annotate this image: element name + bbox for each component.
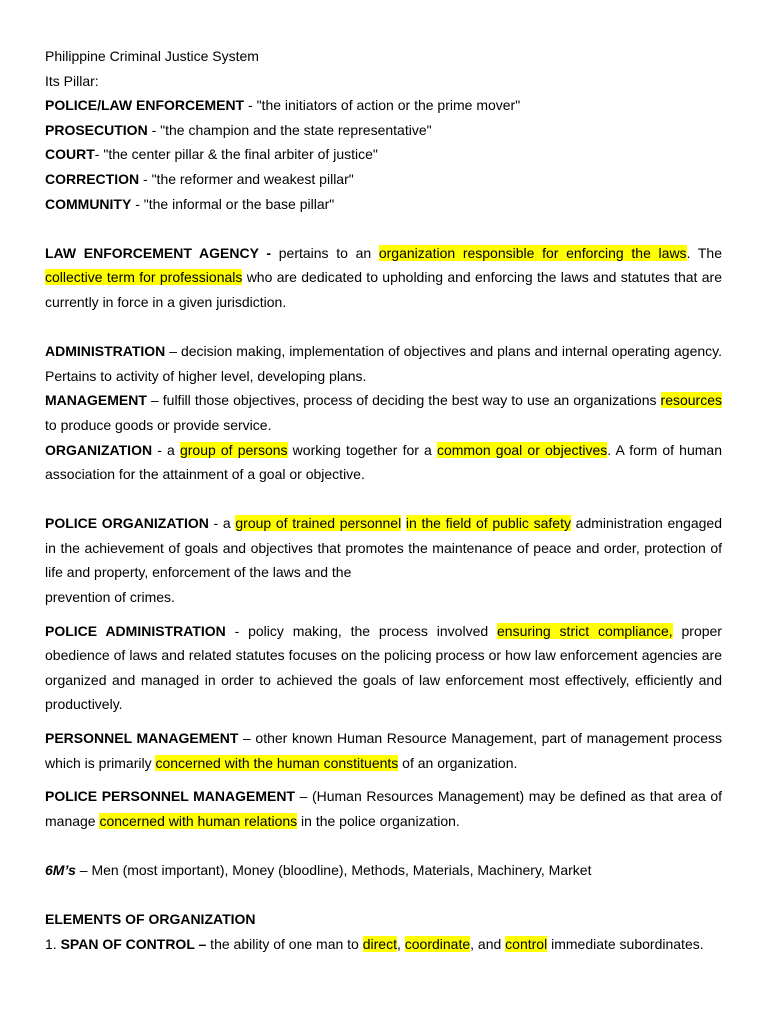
pillar-sep: - [244,97,257,114]
police-personnel-management-term: POLICE PERSONNEL MANAGEMENT [45,788,296,805]
highlight: organization responsible for enforcing the laws [378,244,687,261]
text-run: of an organization. [398,754,518,771]
lea-term: LAW ENFORCEMENT AGENCY - [45,244,272,261]
pillar-sep: - [139,170,152,187]
pillar-desc: "the center pillar & the final arbiter of justice" [103,146,378,163]
text-run: working together for a [287,441,437,458]
text-run: - a [208,515,236,532]
pillar-desc: "the initiators of action or the prime mover" [256,97,521,114]
highlight: group of persons [179,441,288,458]
highlight: in the field of public safety [405,515,571,532]
highlight: common goal or objectives [436,441,608,458]
highlight: direct [362,935,397,952]
administration-definition [45,339,722,388]
text-run: administration engaged in the achievement of goals and objectives that promotes the maintenance of peace and order, protection of life and property, enforcement of the laws and the [45,515,723,581]
text-run: , and [470,935,506,952]
text-run: , [396,935,405,952]
pillar-term: PROSECUTION [45,121,148,138]
doc-subtitle: Its Pillar: [45,72,99,89]
six-m-definition [45,858,722,883]
text-run: pertains to an [271,244,379,261]
highlight: group of trained personnel [235,515,402,532]
pillar-term: CORRECTION [45,170,140,187]
text-run: the ability of one man to [206,935,363,952]
six-m-term: 6M’s [45,862,76,878]
pillar-term: POLICE/LAW ENFORCEMENT [45,97,245,114]
personnel-management-term: PERSONNEL MANAGEMENT [45,730,239,747]
highlight: ensuring strict compliance, [497,622,673,639]
highlight: resources [660,392,722,409]
text-run: in the police organization. [297,812,460,829]
pillar-sep: - [147,121,161,138]
pillar-term: COMMUNITY [45,195,132,212]
text-run: who are dedicated to upholding and enforcing the laws and statutes that are currently in force in a given jurisdiction. [45,269,722,310]
doc-title: Philippine Criminal Justice System [45,48,259,64]
highlight: concerned with the human constituents [155,754,399,771]
police-administration-definition [45,619,722,717]
police-personnel-management-definition [45,784,722,833]
elements-heading [45,907,722,932]
pillar-sep: - [131,195,144,212]
pillar-desc: "the reformer and weakest pillar" [151,170,354,187]
highlight: collective term for professionals [45,269,243,286]
text-run: proper obedience of laws and related statutes focuses on the policing process or how law enforcement agencies are organized and managed in order to achieved the goals of law enforcement most effectively, efficiently and productively. [45,622,722,713]
text-run: - a [152,441,180,458]
section-heading: ELEMENTS OF ORGANIZATION [45,911,256,928]
personnel-management-definition [45,726,722,775]
pillar-item [45,118,722,143]
pillar-term: COURT [45,146,95,163]
text-run: . A form of human association for the attainment of a goal or objective. [45,441,722,483]
organization-term: ORGANIZATION [45,441,153,458]
organization-definition [45,438,722,487]
pillar-desc: "the champion and the state representative" [160,121,432,138]
text-run: – decision making, implementation of objectives and plans and internal operating agency. Pertains to activity of higher level, developing plans. [45,343,722,384]
management-term: MANAGEMENT [45,392,147,409]
management-definition [45,388,722,437]
list-number: 1. [45,935,61,952]
pillar-sep: - [94,146,104,163]
span-of-control-term: SPAN OF CONTROL – [60,935,207,952]
pillar-item [45,192,722,217]
text-run: to produce goods or provide service. [45,416,272,433]
pillar-item [45,93,722,118]
text-run: . The [686,244,723,261]
highlight: control [505,935,548,952]
pillar-desc: "the informal or the base pillar" [143,195,335,212]
police-organization-continuation: prevention of crimes. [45,589,175,606]
lea-definition [45,241,722,315]
police-organization-term: POLICE ORGANIZATION [45,515,209,532]
text-run: – Men (most important), Money (bloodline), Methods, Materials, Machinery, Market [75,862,592,878]
police-organization-definition [45,511,722,585]
text-run: immediate subordinates. [547,935,704,952]
text-run: – (Human Resources Management) may be defined as that area of manage [45,788,723,829]
police-administration-term: POLICE ADMINISTRATION [45,622,226,639]
administration-term: ADMINISTRATION [45,343,166,360]
document-page [45,44,722,956]
pillar-list [45,93,722,216]
highlight: concerned with human relations [99,812,298,829]
pillar-item [45,167,722,192]
pillar-item [45,142,722,167]
text-run: – other known Human Resource Management, part of management process which is primarily [45,730,722,771]
highlight: coordinate [404,935,471,952]
span-of-control-item [45,932,722,957]
text-run: – fulfill those objectives, process of deciding the best way to use an organizations [146,392,661,409]
text-run: - policy making, the process involved [225,622,497,639]
